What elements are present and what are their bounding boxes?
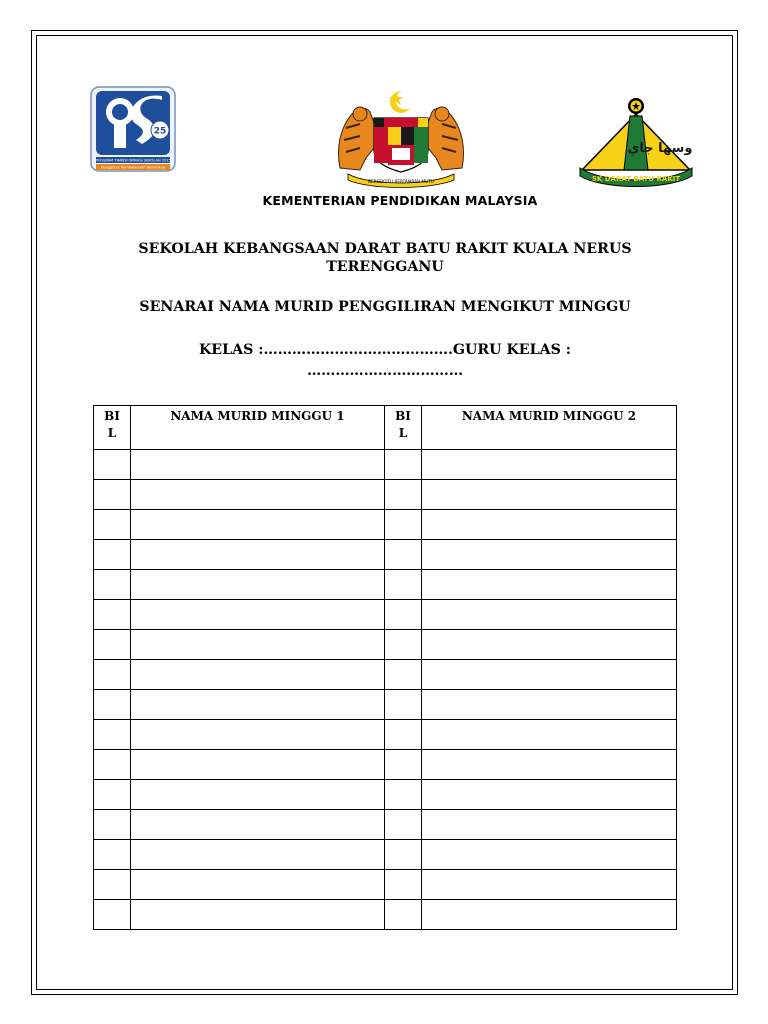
ministry-name (0, 193, 768, 208)
cell-bil-week2[interactable] (385, 870, 422, 900)
jata-motto: BERSEKUTU BERTAMBAH MUTU (368, 179, 434, 184)
class-line: KELAS :………………………………….GURU KELAS : (198, 342, 572, 358)
header-bil-week2 (385, 406, 422, 450)
cell-name-week1[interactable] (131, 450, 385, 480)
table-row (94, 690, 677, 720)
cell-bil-week2[interactable] (385, 600, 422, 630)
table-row (94, 810, 677, 840)
cell-bil-week1[interactable] (94, 840, 131, 870)
ts25-tagline-text: Penggerak Pembelajaran Bermakna (100, 165, 166, 170)
table-row (94, 900, 677, 930)
cell-bil-week2[interactable] (385, 660, 422, 690)
table-row (94, 840, 677, 870)
cell-name-week1[interactable] (131, 630, 385, 660)
cell-name-week2[interactable] (422, 570, 677, 600)
table-row (94, 660, 677, 690)
cell-name-week1[interactable] (131, 720, 385, 750)
table-row (94, 870, 677, 900)
table-row (94, 600, 677, 630)
cell-bil-week2[interactable] (385, 690, 422, 720)
cell-name-week1[interactable] (131, 870, 385, 900)
cell-name-week2[interactable] (422, 630, 677, 660)
cell-name-week2[interactable] (422, 690, 677, 720)
cell-bil-week1[interactable] (94, 720, 131, 750)
sk-darat-batu-rakit-emblem (574, 96, 698, 188)
teacher-dotted-line: …………………………… (306, 363, 464, 379)
table-row (94, 480, 677, 510)
table-header-row (94, 406, 677, 450)
table-row (94, 630, 677, 660)
cell-name-week1[interactable] (131, 480, 385, 510)
cell-bil-week1[interactable] (94, 810, 131, 840)
table-row (94, 540, 677, 570)
ts25-program-text: PROGRAM TRANSFORMASI SEKOLAH 2025 (95, 158, 171, 163)
cell-bil-week1[interactable] (94, 570, 131, 600)
emblem-jawi-script: وسها جاي (627, 141, 693, 156)
cell-name-week1[interactable] (131, 690, 385, 720)
cell-name-week1[interactable] (131, 780, 385, 810)
emblem-banner-text: SK DARAT BATU RAKIT (591, 175, 681, 183)
cell-bil-week1[interactable] (94, 510, 131, 540)
cell-name-week1[interactable] (131, 810, 385, 840)
cell-bil-week2[interactable] (385, 810, 422, 840)
cell-bil-week1[interactable] (94, 540, 131, 570)
header-name-week2: NAMA MURID MINGGU 2 (422, 406, 677, 450)
ts25-number: 25 (153, 126, 167, 137)
cell-name-week2[interactable] (422, 480, 677, 510)
header-name-week1: NAMA MURID MINGGU 1 (131, 406, 385, 450)
cell-name-week1[interactable] (131, 540, 385, 570)
header-bil-week1-line1: BI (104, 409, 120, 423)
header-bil-week1-line2: L (107, 426, 117, 440)
school-name-line2: TERENGGANU (326, 259, 444, 275)
header-bil-week2-line1: BI (395, 409, 411, 423)
cell-bil-week1[interactable] (94, 450, 131, 480)
cell-name-week2[interactable] (422, 870, 677, 900)
header-bil-week1 (94, 406, 131, 450)
cell-name-week1[interactable] (131, 660, 385, 690)
cell-bil-week1[interactable] (94, 780, 131, 810)
list-title: SENARAI NAMA MURID PENGGILIRAN MENGIKUT MINGGU (139, 299, 631, 315)
cell-bil-week2[interactable] (385, 840, 422, 870)
cell-bil-week1[interactable] (94, 870, 131, 900)
cell-name-week2[interactable] (422, 840, 677, 870)
cell-name-week1[interactable] (131, 750, 385, 780)
class-teacher-line (80, 340, 690, 382)
cell-bil-week1[interactable] (94, 900, 131, 930)
cell-bil-week1[interactable] (94, 600, 131, 630)
cell-bil-week2[interactable] (385, 630, 422, 660)
cell-bil-week2[interactable] (385, 510, 422, 540)
cell-bil-week2[interactable] (385, 720, 422, 750)
ts25-logo (90, 86, 176, 176)
school-name-line1: SEKOLAH KEBANGSAAN DARAT BATU RAKIT KUALA NERUS (138, 241, 632, 257)
table-row (94, 750, 677, 780)
cell-bil-week2[interactable] (385, 780, 422, 810)
cell-name-week1[interactable] (131, 510, 385, 540)
cell-bil-week2[interactable] (385, 540, 422, 570)
cell-name-week2[interactable] (422, 780, 677, 810)
cell-name-week1[interactable] (131, 840, 385, 870)
ministry-name-text: KEMENTERIAN PENDIDIKAN MALAYSIA (262, 193, 538, 208)
cell-bil-week1[interactable] (94, 630, 131, 660)
cell-name-week2[interactable] (422, 660, 677, 690)
cell-name-week2[interactable] (422, 750, 677, 780)
school-name (80, 240, 690, 276)
cell-bil-week1[interactable] (94, 480, 131, 510)
table-row (94, 570, 677, 600)
cell-name-week1[interactable] (131, 570, 385, 600)
table-row (94, 510, 677, 540)
cell-bil-week1[interactable] (94, 690, 131, 720)
cell-bil-week2[interactable] (385, 450, 422, 480)
cell-name-week2[interactable] (422, 450, 677, 480)
cell-name-week2[interactable] (422, 540, 677, 570)
cell-bil-week1[interactable] (94, 750, 131, 780)
cell-name-week1[interactable] (131, 900, 385, 930)
cell-name-week2[interactable] (422, 720, 677, 750)
table-body (94, 450, 677, 930)
cell-name-week2[interactable] (422, 510, 677, 540)
cell-name-week1[interactable] (131, 600, 385, 630)
table-row (94, 450, 677, 480)
header-bil-week2-line2: L (398, 426, 408, 440)
table-row (94, 720, 677, 750)
cell-bil-week2[interactable] (385, 900, 422, 930)
jata-negara-coat-of-arms (330, 88, 472, 190)
cell-bil-week2[interactable] (385, 750, 422, 780)
table-row (94, 780, 677, 810)
student-rotation-table (93, 405, 677, 930)
cell-name-week2[interactable] (422, 810, 677, 840)
cell-bil-week2[interactable] (385, 480, 422, 510)
cell-bil-week1[interactable] (94, 660, 131, 690)
cell-bil-week2[interactable] (385, 570, 422, 600)
cell-name-week2[interactable] (422, 900, 677, 930)
cell-name-week2[interactable] (422, 600, 677, 630)
